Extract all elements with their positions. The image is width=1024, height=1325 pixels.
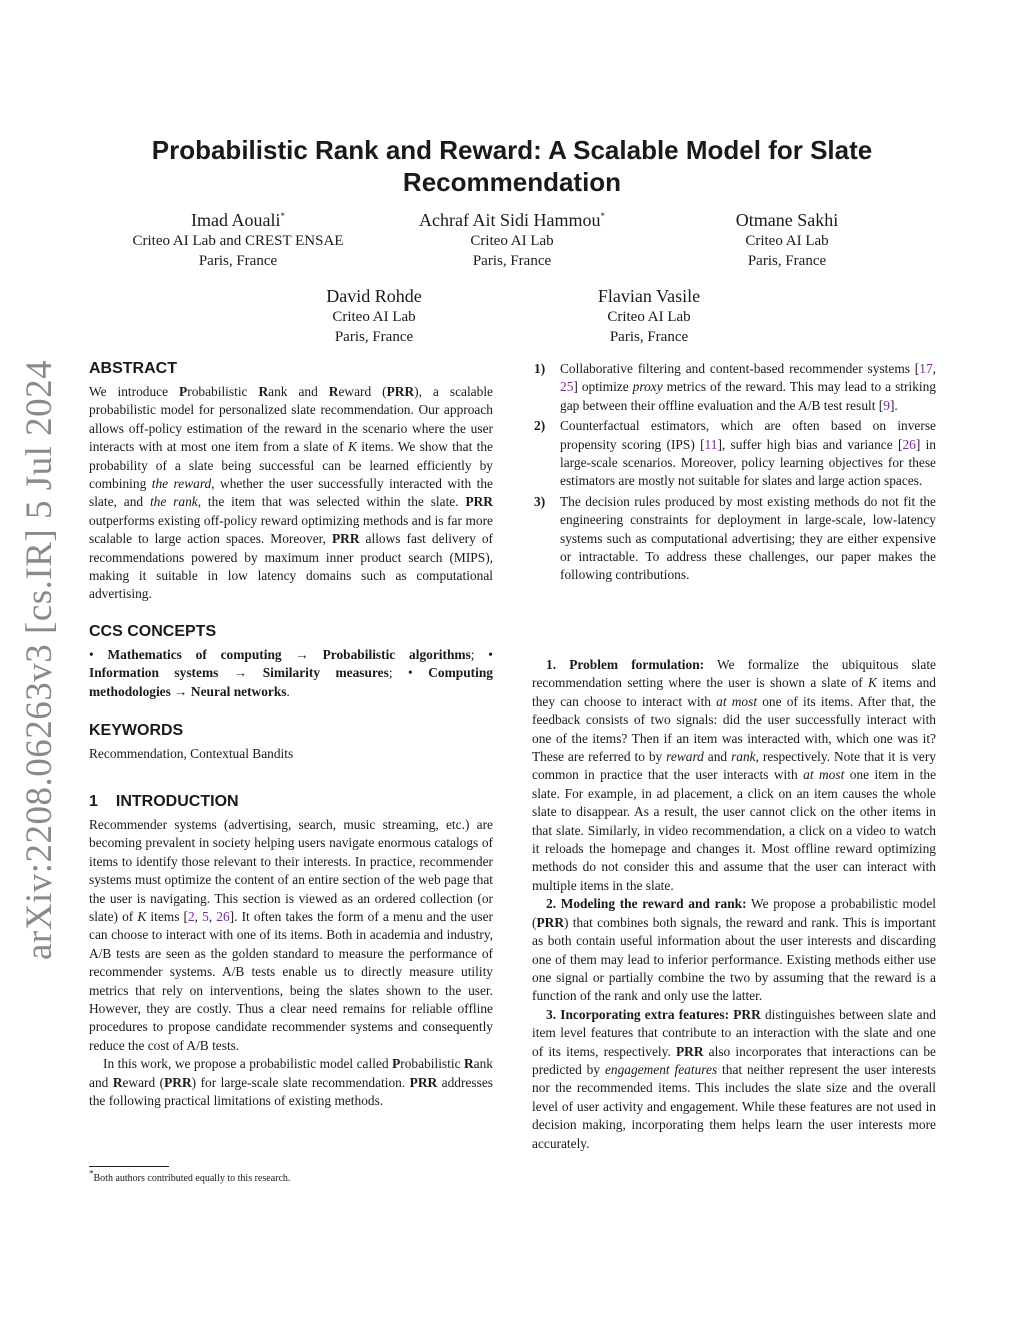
list-item: 1) Collaborative filtering and content-based recommender systems [17, 25] optimize proxy metrics of the reward. This may lead to a striking gap between their offline evaluation and the A/B test result [9].: [534, 361, 936, 413]
ccs-text: • Mathematics of computing → Probabilistic algorithms; • Information systems → Similarity measures; • Computing methodologies → Neural networks.: [89, 647, 493, 699]
author-affiliation: Criteo AI Lab and CREST ENSAE: [132, 233, 344, 249]
author-block: [499, 285, 799, 347]
keywords-section: [89, 721, 493, 763]
list-item: 3) The decision rules produced by most existing methods do not fit the engineering constraints for deployment in large-scale, low-latency systems such as computational advertising; they are either expensive or intractable. To address these challenges, our paper makes the following contributions.: [534, 493, 936, 583]
contribution-paragraph: 1. Problem formulation: We formalize the ubiquitous slate recommendation setting where the user is shown a slate of K items and they can choose to interact with at most one of its items. After that, the feedback consists of two signals: did the user successfully interact with one of the items? Then if an item was interacted with, which one was it? These are referred to by reward and rank, respectively. Note that it is very common in practice that the user interacts with at most one item in the slate. For example, in ad placement, a click on an item causes the whole slate to disappear. As a result, the user cannot click on the other items in that slate. Similarly, in video recommendation, a click on a video to watch it reloads the homepage and changes it. Most offline reward optimizing methods do not consider this and assume that the user can interact with multiple items in the slate.: [532, 657, 937, 893]
citation-link[interactable]: 17: [919, 361, 933, 376]
footnote-rule: [89, 1166, 169, 1167]
author-location: Paris, France: [747, 253, 827, 269]
intro-paragraph: Recommender systems (advertising, search, music streaming, etc.) are becoming prevalent in society helping users navigate enormous catalogs of items to identify those relevant to their interests. In practice, recommender systems must optimize the content of an entire section of the web page that the user is navigating. This section is viewed as an ordered collection (or slate) of K items [2, 5, 26]. It often takes the form of a menu and the user can choose to interact with one of its items. Both in academia and industry, A/B tests are seen as the golden standard to measure the performance of recommender systems. A/B tests enable us to directly measure utility metrics that rely on interventions, being the slates shown to the user. However, they are costly. Thus a clear need remains for reliable offline procedures to propose candidate recommender systems and consequently reduce the cost of A/B tests.: [89, 817, 493, 1053]
keywords-heading: KEYWORDS: [89, 722, 184, 739]
author-affiliation: Criteo AI Lab: [470, 233, 554, 249]
author-name: Achraf Ait Sidi Hammou: [419, 210, 601, 230]
citation-link[interactable]: 26: [216, 909, 230, 925]
author-block: [224, 285, 524, 347]
paper-title: Probabilistic Rank and Reward: A Scalable Model for Slate Recommendation: [151, 135, 873, 197]
equal-contribution-mark: *: [280, 211, 285, 221]
author-name: Otmane Sakhi: [735, 210, 839, 230]
ccs-concepts-section: [89, 622, 493, 701]
author-location: Paris, France: [609, 329, 689, 345]
author-location: Paris, France: [472, 253, 552, 269]
author-block: [362, 209, 662, 271]
author-name: David Rohde: [326, 286, 422, 306]
author-name: Imad Aouali: [191, 210, 281, 230]
limitations-list: [532, 360, 936, 587]
author-block: [88, 209, 388, 271]
author-affiliation: Criteo AI Lab: [745, 233, 829, 249]
contribution-paragraph: 3. Incorporating extra features: PRR distinguishes between slate and item level features that contribute to an interaction with the slate and one of its items, respectively. PRR also incorporates that interactions can be predicted by engagement features that neither represent the user interests nor the recommended items. This includes the slate size and the overall level of user activity and engagement. While these features are not used in decision making, incorporating them helps learn the user interests more accurately.: [532, 1006, 936, 1151]
abstract-text: We introduce Probabilistic Rank and Reward (PRR), a scalable probabilistic model for personalized slate recommendation. Our approach allows off-policy estimation of the reward in the scenario where the user interacts with at most one item from a slate of K items. We show that the probability of a slate being successful can be learned efficiently by combining the reward, whether the user successfully interacted with the slate, and the rank, the item that was selected within the slate. PRR outperforms existing off-policy reward optimizing methods and is far more scalable to large action spaces. Moreover, PRR allows fast delivery of recommendations powered by maximum inner product search (MIPS), making it suitable in low latency domains such as computational advertising.: [89, 384, 494, 602]
citation-link[interactable]: 5: [202, 909, 209, 925]
citation-link[interactable]: 11: [704, 436, 718, 452]
author-location: Paris, France: [198, 253, 278, 269]
citation-link[interactable]: 9: [883, 397, 890, 413]
footnote: *Both authors contributed equally to this research.: [89, 1168, 291, 1184]
list-item: 2) Counterfactual estimators, which are often based on inverse propensity scoring (IPS) [11], suffer high bias and variance [26] in large-scale scenarios. Moreover, policy learning objectives for these estimators are mostly not suitable for slates and large action spaces.: [534, 418, 936, 489]
equal-contribution-mark: *: [600, 211, 605, 221]
citation-link[interactable]: 25: [560, 379, 574, 395]
introduction-section: [89, 792, 493, 1111]
arxiv-identifier: arXiv:2208.06263v3 [cs.IR] 5 Jul 2024: [19, 359, 60, 960]
abstract-heading: ABSTRACT: [89, 360, 177, 377]
contributions-section: [532, 656, 936, 1153]
author-name: Flavian Vasile: [597, 286, 701, 306]
author-location: Paris, France: [334, 329, 414, 345]
contribution-paragraph: 2. Modeling the reward and rank: We propose a probabilistic model (PRR) that combines both signals, the reward and rank. This is important as both contain useful information about the user interests and discarding one of them may lead to inferior performance. Existing methods either use one signal or partially combine the two by assuming that the reward is a function of the rank and only use the latter.: [532, 896, 936, 1004]
author-affiliation: Criteo AI Lab: [607, 309, 691, 325]
abstract-section: [89, 359, 493, 604]
ccs-heading: CCS CONCEPTS: [89, 623, 217, 640]
keywords-text: Recommendation, Contextual Bandits: [89, 746, 294, 761]
section-heading: 1 INTRODUCTION: [89, 793, 239, 810]
intro-paragraph: In this work, we propose a probabilistic model called Probabilistic Rank and Reward (PRR) for large-scale slate recommendation. PRR addresses the following practical limitations of existing methods.: [89, 1056, 494, 1109]
citation-link[interactable]: 26: [902, 436, 916, 452]
author-affiliation: Criteo AI Lab: [332, 309, 416, 325]
author-block: [637, 209, 937, 271]
citation-link[interactable]: 2: [187, 909, 195, 925]
